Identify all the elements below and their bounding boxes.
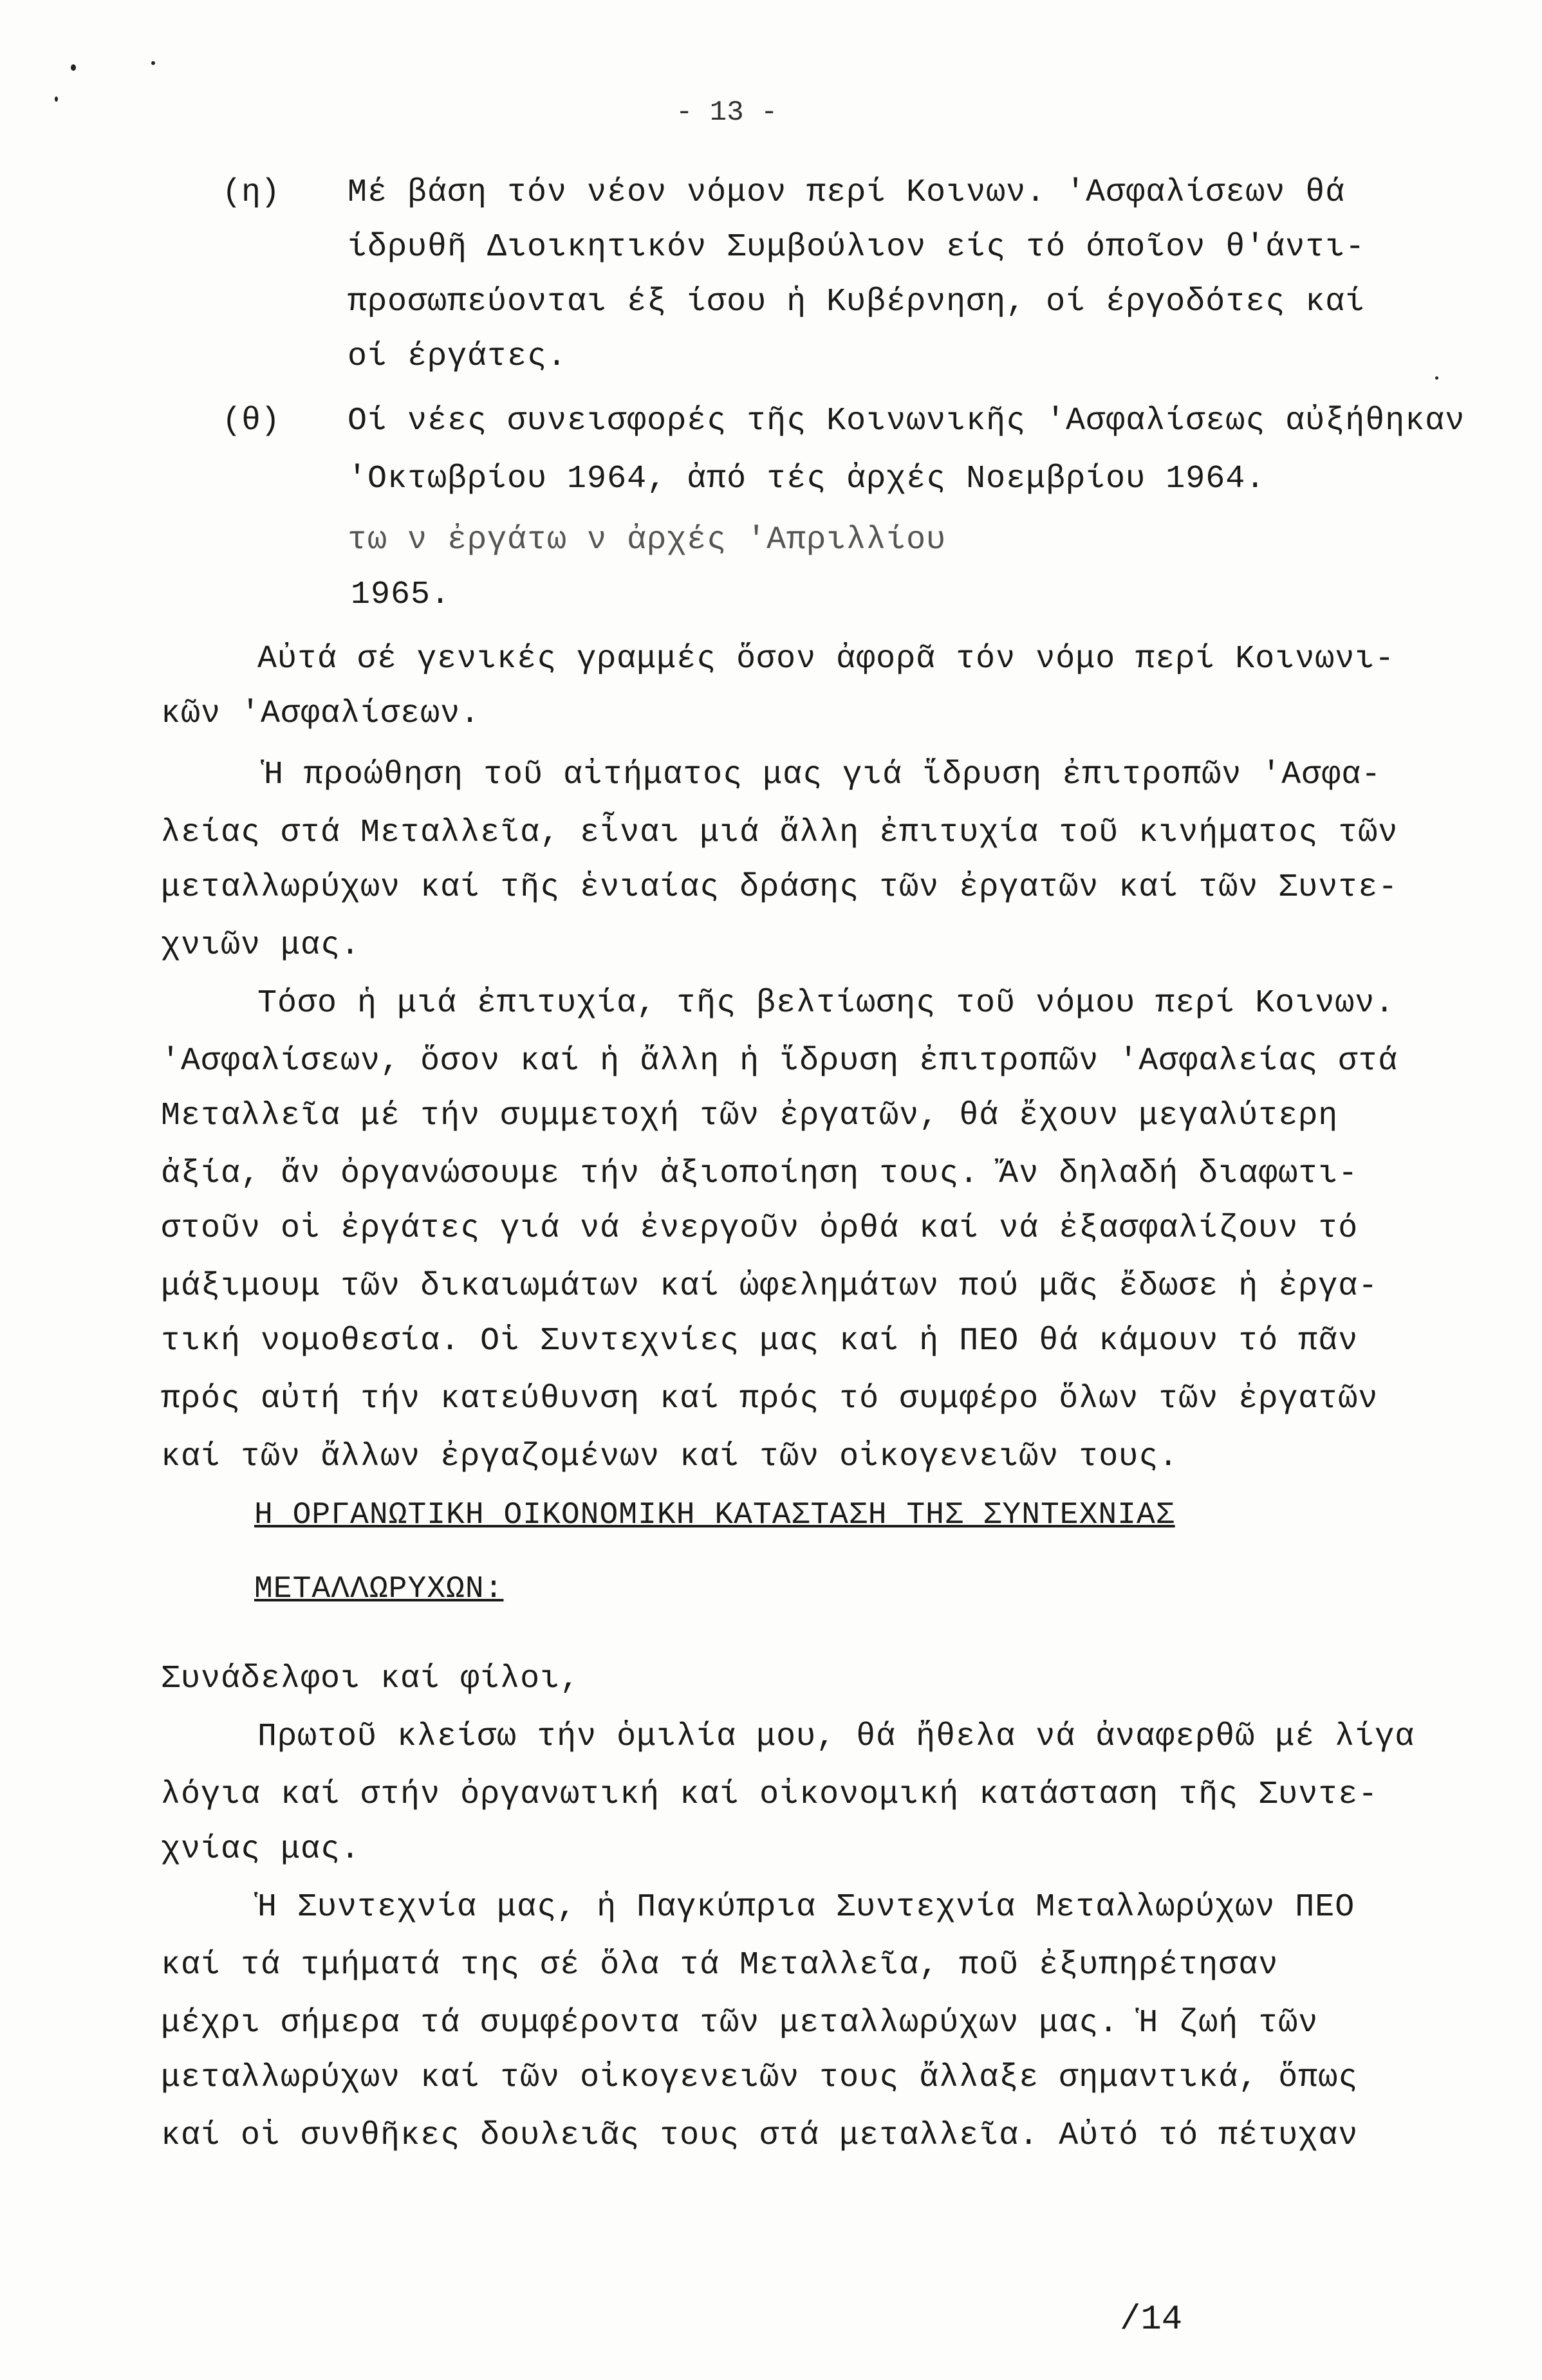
paragraph-5-line-3: μέχρι σήμερα τά συμφέροντα τῶν μεταλλωρύχων μας. Ἡ ζωή τῶν xyxy=(161,2005,1319,2042)
item-theta-label: (θ) xyxy=(222,403,281,439)
paragraph-5-line-2: καί τά τμήματά της σέ ὅλα τά Μεταλλεῖα, ποῦ ἐξυπηρέτησαν xyxy=(161,1947,1279,1984)
scan-speck xyxy=(1435,376,1438,380)
item-eta-line-3: προσωπεύονται έξ ίσου ἡ Κυβέρνηση, οί έργοδότες καί xyxy=(348,284,1366,320)
paragraph-4-line-1: Πρωτοῦ κλείσω τήν ὁμιλία μου, θά ἤθελα νά ἀναφερθῶ μέ λίγα xyxy=(257,1719,1415,1755)
item-eta-line-4: οί έργάτες. xyxy=(348,338,568,375)
item-theta-line-3: τω ν ἐργάτω ν ἀρχές 'Απριλλίου xyxy=(348,522,947,558)
salutation: Συνάδελφοι καί φίλοι, xyxy=(161,1661,581,1697)
paragraph-3-line-5: στοῦν οἱ ἐργάτες γιά νά ἐνεργοῦν ὀρθά καί νά ἐξασφαλίζουν τό xyxy=(161,1210,1359,1247)
paragraph-3-line-1: Τόσο ἡ μιά ἐπιτυχία, τῆς βελτίωσης τοῦ νόμου περί Κοινων. xyxy=(257,985,1395,1022)
paragraph-2-line-3: μεταλλωρύχων καί τῆς ἑνιαίας δράσης τῶν ἐργατῶν καί τῶν Συντε- xyxy=(161,869,1398,906)
page-number: - 13 - xyxy=(676,97,778,129)
section-heading-line-1: Η ΟΡΓΑΝΩΤΙΚΗ ΟΙΚΟΝΟΜΙΚΗ ΚΑΤΑΣΤΑΣΗ ΤΗΣ ΣΥΝΤΕΧΝΙΑΣ xyxy=(254,1498,1175,1533)
item-theta-line-1: Οί νέες συνεισφορές τῆς Κοινωνικῆς 'Ασφαλίσεως αὐξήθηκαν xyxy=(348,403,1465,439)
paragraph-2-line-4: χνιῶν μας. xyxy=(161,927,361,964)
paragraph-3-line-4: ἀξία, ἄν ὀργανώσουμε τήν ἀξιοποίηση τους. Ἄν δηλαδή διαφωτι- xyxy=(161,1156,1359,1192)
item-eta-line-2: ίδρυθῆ Διοικητικόν Συμβούλιον είς τό όποῖον θ'άντι- xyxy=(348,229,1366,266)
paragraph-1-line-2: κῶν 'Ασφαλίσεων. xyxy=(161,696,481,732)
paragraph-4-line-3: χνίας μας. xyxy=(161,1831,361,1868)
item-theta-line-2: 'Οκτωβρίου 1964, ἀπό τές ἀρχές Νοεμβρίου 1964. xyxy=(348,461,1266,497)
item-theta-line-4: 1965. xyxy=(351,577,451,613)
item-eta-line-1: Μέ βάση τόν νέον νόμον περί Κοινων. 'Ασφαλίσεων θά xyxy=(348,174,1346,211)
paragraph-5-line-5: καί οἱ συνθῆκες δουλειᾶς τους στά μεταλλεῖα. Αὐτό τό πέτυχαν xyxy=(161,2117,1359,2154)
paragraph-3-line-6: μάξιμουμ τῶν δικαιωμάτων καί ὠφελημάτων πού μᾶς ἔδωσε ἡ ἐργα- xyxy=(161,1268,1379,1305)
paragraph-5-line-4: μεταλλωρύχων καί τῶν οἰκογενειῶν τους ἄλλαξε σημαντικά, ὅπως xyxy=(161,2060,1359,2096)
paragraph-2-line-1: Ἡ προώθηση τοῦ αἰτήματος μας γιά ἵδρυση ἐπιτροπῶν 'Ασφα- xyxy=(264,757,1382,793)
paragraph-3-line-7: τική νομοθεσία. Οἱ Συντεχνίες μας καί ἡ ΠΕΟ θά κάμουν τό πᾶν xyxy=(161,1323,1359,1360)
paragraph-3-line-9: καί τῶν ἄλλων ἐργαζομένων καί τῶν οἰκογενειῶν τους. xyxy=(161,1439,1179,1475)
paragraph-4-line-2: λόγια καί στήν ὀργανωτική καί οἰκονομική κατάσταση τῆς Συντε- xyxy=(161,1776,1379,1813)
paragraph-3-line-3: Μεταλλεῖα μέ τήν συμμετοχή τῶν ἐργατῶν, θά ἔχουν μεγαλύτερη xyxy=(161,1098,1339,1134)
paragraph-2-line-2: λείας στά Μεταλλεῖα, εἶναι μιά ἄλλη ἐπιτυχία τοῦ κινήματος τῶν xyxy=(161,815,1398,851)
scan-speck xyxy=(151,61,155,65)
paragraph-3-line-8: πρός αὐτή τήν κατεύθυνση καί πρός τό συμφέρο ὅλων τῶν ἐργατῶν xyxy=(161,1381,1379,1417)
scan-speck xyxy=(71,64,76,71)
scan-speck xyxy=(55,97,58,102)
paragraph-5-line-1: Ἡ Συντεχνία μας, ἡ Παγκύπρια Συντεχνία Μεταλλωρύχων ΠΕΟ xyxy=(257,1889,1355,1926)
continuation-marker: /14 xyxy=(1120,2300,1183,2339)
paragraph-3-line-2: 'Ασφαλίσεων, ὅσον καί ἡ ἄλλη ἡ ἵδρυση ἐπιτροπῶν 'Ασφαλείας στά xyxy=(161,1043,1398,1080)
paragraph-1-line-1: Αὐτά σέ γενικές γραμμές ὅσον ἀφορᾶ τόν νόμο περί Κοινωνι- xyxy=(257,641,1395,678)
section-heading-line-2: ΜΕΤΑΛΛΩΡΥΧΩΝ: xyxy=(254,1572,504,1607)
item-eta-label: (η) xyxy=(222,174,281,211)
